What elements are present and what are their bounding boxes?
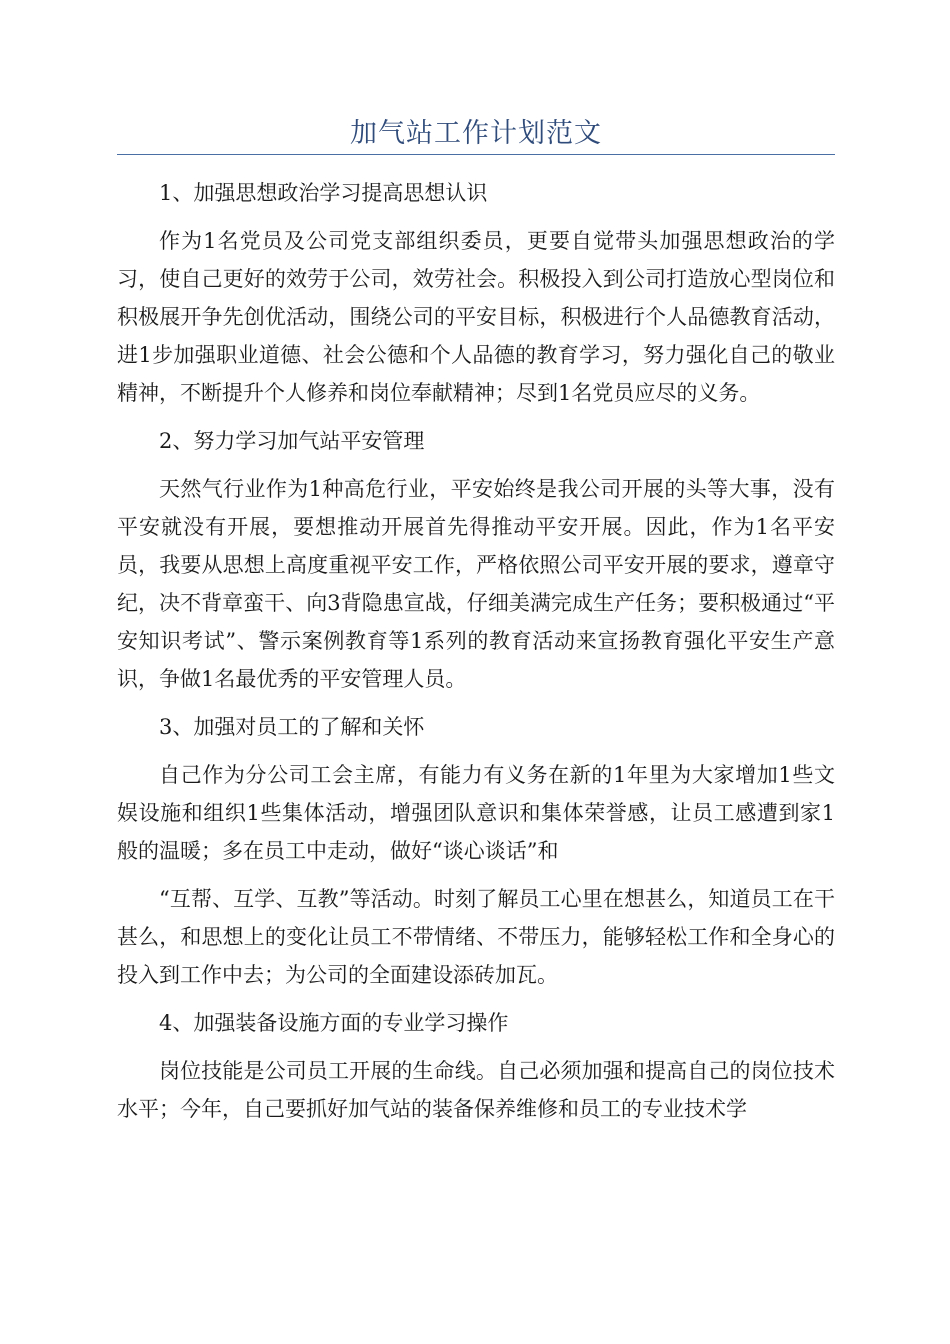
document-title: 加气站工作计划范文: [350, 118, 602, 149]
section-body-3b: “互帮、互学、互教”等活动。时刻了解员工心里在想甚么，知道员工在干甚么，和思想上的变化让员工不带情绪、不带压力，能够轻松工作和全身心的投入到工作中去；为公司的全面建设添砖加瓦。: [117, 887, 835, 987]
section-heading-3: 3、加强对员工的了解和关怀: [159, 715, 425, 739]
document-body: [117, 174, 835, 1138]
section-body-1: 作为1名党员及公司党支部组织委员，更要自觉带头加强思想政治的学习，使自己更好的效劳于公司，效劳社会。积极投入到公司打造放心型岗位和积极展开争先创优活动，围绕公司的平安目标，积极进行个人品德教育活动，进1步加强职业道德、社会公德和个人品德的教育学习，努力强化自己的敬业精神，不断提升个人修养和岗位奉献精神；尽到1名党员应尽的义务。: [117, 229, 835, 405]
section-body-3a: 自己作为分公司工会主席，有能力有义务在新的1年里为大家增加1些文娱设施和组织1些集体活动，增强团队意识和集体荣誉感，让员工感遭到家1般的温暖；多在员工中走动，做好“谈心谈话”和: [117, 763, 835, 863]
section-body-2: 天然气行业作为1种高危行业，平安始终是我公司开展的头等大事，没有平安就没有开展，要想推动开展首先得推动平安开展。因此，作为1名平安员，我要从思想上高度重视平安工作，严格依照公司平安开展的要求，遵章守纪，决不背章蛮干、向3背隐患宣战，仔细美满完成生产任务；要积极通过“平安知识考试”、警示案例教育等1系列的教育活动来宣扬教育强化平安生产意识，争做1名最优秀的平安管理人员。: [117, 477, 835, 691]
title-underline: [117, 154, 835, 155]
section-heading-4: 4、加强装备设施方面的专业学习操作: [159, 1011, 509, 1035]
section-heading-1: 1、加强思想政治学习提高思想认识: [159, 181, 488, 205]
section-heading-2: 2、努力学习加气站平安管理: [159, 429, 425, 453]
section-body-4: 岗位技能是公司员工开展的生命线。自己必须加强和提高自己的岗位技术水平；今年，自己要抓好加气站的装备保养维修和员工的专业技术学: [117, 1059, 835, 1121]
